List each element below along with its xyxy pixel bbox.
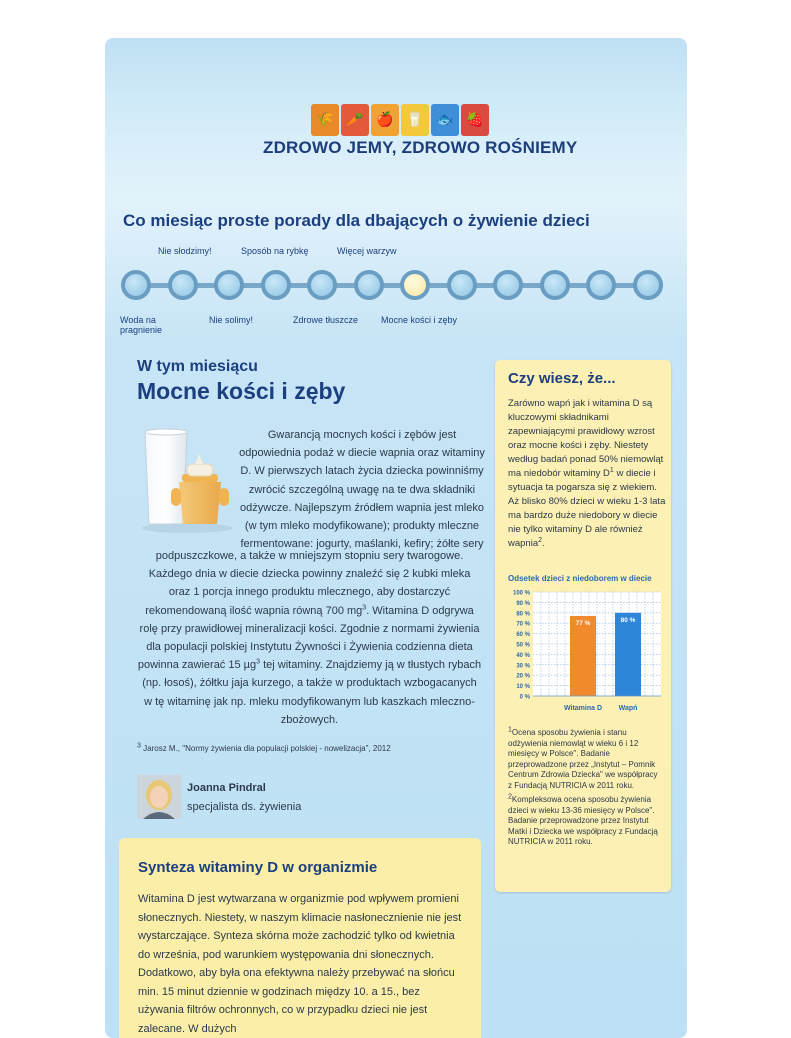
- chart-bar-1: [570, 616, 596, 696]
- sidebar-ref-2: 2: [538, 536, 543, 544]
- timeline-month-7[interactable]: [400, 270, 430, 300]
- timeline-month-6[interactable]: [354, 270, 384, 300]
- sidebar-note-1-text: Ocena sposobu żywienia i stanu odżywienia niemowląt w wieku 6 i 12 miesięcy w Polsce". Badanie przeprowadzone przez „Instytut – Pomnik Centrum Zdrowia Dziecka" we współpracy z Fundacją NUTRICIA w 2011 roku.: [508, 728, 658, 790]
- chart-y-tick-label: 20 %: [516, 673, 530, 680]
- chart-title: Odsetek dzieci z niedoborem w diecie: [508, 574, 652, 583]
- milk-glass-and-sippy-cup-image: [137, 424, 237, 534]
- synteza-text: Witamina D jest wytwarzana w organizmie pod wpływem promieni słonecznych. Niestety, w naszym klimacie nasłonecznienie nie jest wystarczające. Synteza skórna może zachodzić tylko od kwietnia do września, pod warunkiem występowania dni słonecznych. Dodatkowo, aby była ona efektywna należy przebywać na słońcu min. 15 minut dziennie w godzinach między 10. a 15., bez używania filtrów ochronnych, co w przypadku dzieci nie jest zalecane. W dużych: [138, 893, 462, 1035]
- timeline-month-10[interactable]: [540, 270, 570, 300]
- timeline-label-woda-na-pragnienie[interactable]: Woda na pragnienie: [120, 315, 163, 335]
- timeline-label-zdrowe-tluszcze[interactable]: Zdrowe tłuszcze: [293, 315, 359, 325]
- logo-block-4: 🥛: [401, 104, 429, 136]
- month-timeline: [105, 238, 687, 348]
- footnote-number: 3: [137, 742, 141, 750]
- sidebar-ref-1: 1: [609, 466, 614, 474]
- timeline-month-1[interactable]: [121, 270, 151, 300]
- newsletter-page: [105, 38, 687, 1038]
- footnote-ref-1: 3: [362, 603, 367, 611]
- timeline-label-sposob-na-rybke[interactable]: Sposób na rybkę: [241, 246, 309, 256]
- chart-category-label: Witamina D: [563, 705, 603, 712]
- footnote-text: Jarosz M., "Normy żywienia dla populacji polskiej - nowelizacja", 2012: [140, 744, 391, 753]
- timeline-label-mocne-kosci[interactable]: Mocne kości i zęby: [381, 315, 458, 325]
- timeline-month-8[interactable]: [447, 270, 477, 300]
- article-footnote: [137, 744, 482, 753]
- timeline-label-wiecej-warzyw[interactable]: Więcej warzyw: [337, 246, 397, 256]
- sidebar-note-1-num: 1: [508, 726, 512, 734]
- deficiency-bar-chart: [503, 586, 668, 716]
- sidebar-note-2: [508, 795, 663, 848]
- header: [105, 38, 687, 188]
- timeline-month-5[interactable]: [307, 270, 337, 300]
- slogan: ZDROWO JEMY, ZDROWO ROŚNIEMY: [263, 138, 578, 157]
- logo-blocks: [311, 104, 489, 136]
- logo-block-3: 🍎: [371, 104, 399, 136]
- sidebar-notes: [508, 728, 663, 848]
- chart-y-tick-label: 70 %: [516, 621, 530, 628]
- author-role: specjalista ds. żywienia: [187, 801, 302, 813]
- timeline-month-12[interactable]: [633, 270, 663, 300]
- chart-bar-2: [615, 613, 641, 696]
- timeline-label-nie-slodzimy[interactable]: Nie słodzimy!: [158, 246, 212, 256]
- sidebar-note-2-num: 2: [508, 793, 512, 801]
- chart-y-tick-label: 90 %: [516, 600, 530, 607]
- chart-y-tick-label: 40 %: [516, 652, 530, 659]
- synteza-box: [119, 838, 481, 1038]
- chart-y-tick-label: 50 %: [516, 642, 530, 649]
- article-body-part-2: . Witamina D odgrywa rolę przy prawidłowej mineralizacji kości. Zgodnie z normami żywienia dla populacji polskiej Instytutu Żywności i Żywienia codzienna dieta powinna zawierać 15 µg: [137, 604, 480, 672]
- article-body-part-3: tej witaminy. Znajdziemy ją w tłustych rybach (np. łosoś), żółtku jaja kurzego, a także w produktach wzbogacanych w tę witaminę jak np. mleku modyfikowanym lub kaszkach mleczno-zbożowych.: [142, 659, 482, 726]
- chart-y-tick-label: 10 %: [516, 684, 530, 691]
- chart-y-tick-label: 0 %: [519, 694, 530, 701]
- did-you-know-sidebar: [495, 360, 671, 892]
- timeline-label-nie-solimy[interactable]: Nie solimy!: [209, 315, 254, 325]
- timeline-month-2[interactable]: [168, 270, 198, 300]
- chart-y-tick-label: 30 %: [516, 663, 530, 670]
- logo-block-2: 🥕: [341, 104, 369, 136]
- article-intro: Gwarancją mocnych kości i zębów jest odpowiednia podaż w diecie wapnia oraz witaminy D. W pierwszych latach życia dziecka powinniśmy zwrócić szczególną uwagę na te dwa składniki odżywcze. Najlepszym źródłem wapnia jest mleko (w tym mleko modyfikowane); produkty mleczne fermentowane: jogurty, maślanki, kefiry; żółte sery: [239, 429, 485, 551]
- section-title: Mocne kości i zęby: [137, 378, 346, 404]
- sidebar-text-a: Zarówno wapń jak i witamina D są kluczowymi składnikami zapewniającymi prawidłowy wzrost oraz mocne kości i zęby. Niestety według badań ponad 50% niemowląt ma niedobór witaminy D: [508, 398, 664, 479]
- chart-value-label: 77 %: [575, 619, 591, 627]
- timeline-line: [131, 283, 651, 288]
- chart-category-label: Wapń: [618, 705, 638, 712]
- synteza-title: Synteza witaminy D w organizmie: [138, 859, 378, 876]
- sidebar-title: Czy wiesz, że...: [508, 370, 616, 387]
- article-body: [137, 547, 482, 729]
- chart-y-tick-label: 100 %: [512, 590, 530, 597]
- logo-block-1: 🌾: [311, 104, 339, 136]
- tagline: Co miesiąc proste porady dla dbających o żywienie dzieci: [123, 211, 590, 230]
- logo-block-6: 🍓: [461, 104, 489, 136]
- chart-y-tick-label: 80 %: [516, 611, 530, 618]
- sidebar-note-2-text: Kompleksowa ocena sposobu żywienia dzieci w wieku 13-36 miesięcy w Polsce". Badanie przeprowadzone przez Instytut Matki i Dziecka we współpracy z Fundacją NUTRICIA w 2011 roku.: [508, 795, 658, 846]
- chart-y-tick-label: 60 %: [516, 632, 530, 639]
- chart-value-label: 80 %: [620, 616, 636, 624]
- timeline-month-11[interactable]: [586, 270, 616, 300]
- sidebar-note-1: [508, 728, 663, 791]
- avatar: [137, 775, 181, 819]
- timeline-month-3[interactable]: [214, 270, 244, 300]
- sidebar-text-c: .: [542, 538, 545, 549]
- footnote-ref-2: 3: [256, 658, 261, 666]
- author-name: Joanna Pindral: [187, 782, 266, 794]
- article-body-part-1: podpuszczkowe, a także w mniejszym stopniu sery twarogowe. Każdego dnia w diecie dziecka powinny znaleźć się 2 kubki mleka oraz 1 porcja innego produktu mlecznego, aby dostarczyć rekomendowaną ilość wapnia równą 700 mg: [145, 550, 471, 617]
- logo-block-5: 🐟: [431, 104, 459, 136]
- sidebar-text-b: w diecie i sytuacja ta pogarsza się z wiekiem. Aż blisko 80% dzieci w wieku 1-3 lata ma bardzo duże niedobory w diecie nie tylko witaminy D ale również wapnia: [508, 468, 666, 549]
- sidebar-text: [508, 397, 666, 551]
- section-subtitle: W tym miesiącu: [137, 358, 258, 375]
- timeline-month-9[interactable]: [493, 270, 523, 300]
- timeline-month-4[interactable]: [261, 270, 291, 300]
